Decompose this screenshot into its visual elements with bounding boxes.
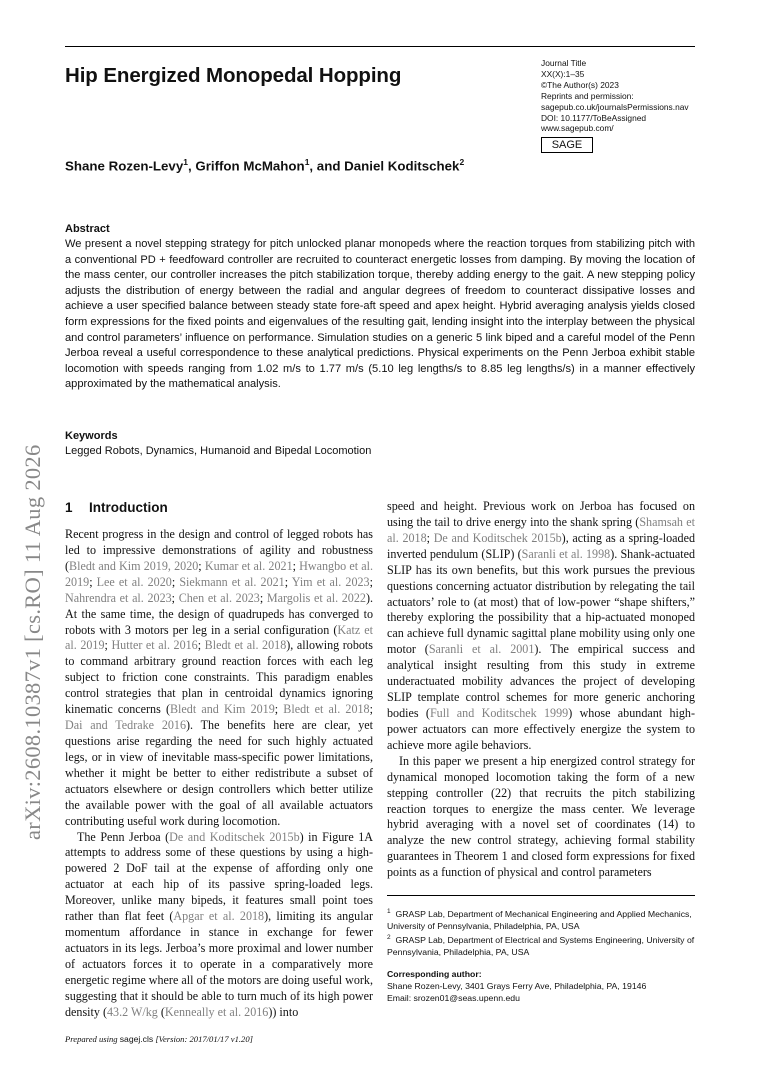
keywords-heading: Keywords xyxy=(65,430,118,442)
body-text: ; xyxy=(259,590,267,605)
journal-line: ©The Author(s) 2023 xyxy=(541,79,619,90)
abstract-text: We present a novel stepping strategy for pitch unlocked planar monopeds where the reaction torques from stabilizing pitch with a conventional PD + feedfoward controller are recruited to counteract energetic losses from damping. By moving the location of the mass center, our controller increases the pitch stabilization torque, thereby adding energy to the gait. A new stepping policy adjusts the distribution of energy between the radial and angular degrees of freedom to counteract dissipative losses and achieve a user specified balance between steady state fore-aft speed and apex height. Hybrid averaging analysis yields closed form expressions for the fixed points and eigenvalues of the resulting gait, lending insight into the interplay between the physical and control parameters’ influence on performance. Simulation studies on a generic 5 link biped and a careful model of the Penn Jerboa reveal a useful correspondence to these analytical predictions. Physical experiments on the Penn Jerboa exhibit stable locomotion with speeds ranging from 1.02 m/s to 1.77 m/s (5.10 leg lengths/s to 8.85 leg lengths/s) in a manner effectively approximated by the mathematical analysis. xyxy=(65,238,695,391)
corresponding-author-name: Shane Rozen-Levy, 3401 Grays Ferry Ave, Philadelphia, PA, 19146 xyxy=(387,980,647,991)
citation-link[interactable]: Shamsah et al. 2018 xyxy=(387,514,695,545)
body-text: ( xyxy=(157,1004,165,1019)
affiliation-footnote xyxy=(387,906,695,932)
citation-link[interactable]: Full and Koditschek 1999 xyxy=(429,705,569,720)
top-rule xyxy=(65,46,695,47)
citation-link[interactable]: De and Koditschek 2015b xyxy=(169,829,300,844)
paper-title: Hip Energized Monopedal Hopping xyxy=(65,64,402,87)
citation-link[interactable]: Bledt et al. 2018 xyxy=(204,638,287,653)
body-column-right xyxy=(387,499,695,881)
citation-link[interactable]: Katz et al. 2019 xyxy=(65,622,373,653)
body-paragraph xyxy=(65,527,373,830)
body-text: ). Shank-actuated SLIP has its own benefits, but this work pursues the previous questions concerning actuator distribution by relegating the tail actuators’ role to (at most) that of low-power “shape shifters,” thereby exploring the possibility that a hip-actuated monoped can achieve full dynamic sagittal plane mobility using only one motor ( xyxy=(387,546,696,657)
body-text: ; xyxy=(369,702,373,717)
body-paragraph xyxy=(387,499,695,754)
keywords-text: Legged Robots, Dynamics, Humanoid and Bipedal Locomotion xyxy=(65,445,372,457)
citation-link[interactable]: Kumar et al. 2021 xyxy=(204,558,293,573)
body-text: ; xyxy=(274,702,284,717)
corresponding-author-email: Email: srozen01@seas.upenn.edu xyxy=(387,992,520,1003)
body-text: ; xyxy=(369,574,373,589)
body-text: Recent progress in the design and control of legged robots has led to impressive demonstrations of agility and robustness ( xyxy=(65,527,373,573)
citation-link[interactable]: Yim et al. 2023 xyxy=(291,574,370,589)
body-text: ; xyxy=(197,638,205,653)
body-text: The Penn Jerboa ( xyxy=(77,829,170,844)
citation-link[interactable]: Siekmann et al. 2021 xyxy=(179,574,285,589)
footer-class-name: sagej.cls xyxy=(119,1034,154,1044)
journal-line: Reprints and permission: xyxy=(541,90,634,101)
citation-link[interactable]: Dai and Tedrake 2016 xyxy=(65,718,187,733)
citation-link[interactable]: Kenneally et al. 2016 xyxy=(164,1004,269,1019)
body-text: ; xyxy=(284,574,292,589)
affiliation-text: GRASP Lab, Department of Mechanical Engineering and Applied Mechanics, University of Pennsylvania, Philadelphia, PA, USA xyxy=(387,908,692,931)
section-number: 1 xyxy=(65,500,73,515)
body-text: ; xyxy=(104,638,112,653)
citation-link[interactable]: De and Koditschek 2015b xyxy=(433,530,562,545)
body-text: In this paper we present a hip energized control strategy for dynamical monoped locomotion taking the form of a new stepping controller (22) that recruits the pitch stabilizing reaction torques to energize the mass center. We leverage hybrid averaging with a novel set of coordinates (14) to analyze the new control strategy, achieving formal stability guarantees in Theorem 1 and closed form expressions for fixed points as a function of physical and control parameters xyxy=(387,753,695,880)
citation-link[interactable]: Bledt and Kim 2019 xyxy=(169,702,275,717)
citation-link[interactable]: Lee et al. 2020 xyxy=(96,574,172,589)
author-affiliation-mark: 1 xyxy=(183,157,188,167)
author-name: Daniel Koditschek xyxy=(344,158,460,174)
footer-prefix: Prepared using xyxy=(65,1034,120,1044)
citation-link[interactable]: Hwangbo et al. 2019 xyxy=(65,558,374,589)
body-text: ). The benefits here are clear, yet questions arise regarding the need for such highly actuated legs, or in view of inevitable mass-specific power limitations, whether it might be better to either redistribute a subset of actuators elsewhere or design controllers which better utilize the available power with the goal of all available actuators contributing useful work during locomotion. xyxy=(65,718,374,828)
body-text: ; xyxy=(426,530,434,545)
body-text: ). The empirical success and analytical insight resulting from this study in extreme underactuated mobility advances the project of developing SLIP template control schemes for more generic anchoring bodies ( xyxy=(387,642,695,720)
journal-line: www.sagepub.com/ xyxy=(541,123,614,134)
author-affiliation-mark: 1 xyxy=(304,157,310,167)
citation-link[interactable]: Nahrendra et al. 2023 xyxy=(65,590,172,605)
section-heading xyxy=(65,500,168,515)
body-text: ; xyxy=(89,574,97,589)
body-text: ), allowing robots to command arbitrary ground reaction forces with each leg subject to friction cone constraints. This paradigm enables control strategies that plan in centroidal dynamics ignoring kinematic concerns ( xyxy=(65,638,373,717)
body-column-left xyxy=(65,527,373,1021)
journal-info xyxy=(541,58,689,134)
body-text: ; xyxy=(198,558,205,573)
body-text: ; xyxy=(292,558,300,573)
journal-line: Journal Title xyxy=(541,58,587,68)
author-separator: , xyxy=(187,158,196,174)
body-text: ) in Figure 1A attempts to address some of these questions by using a high-powered 2 DoF tail at the expense of affording only one actuator at each hip of its passive spring-loaded legs. Moreover, unlike many bipeds, it features small point toes rather than flat feet ( xyxy=(65,829,373,924)
body-text: speed and height. Previous work on Jerboa has focused on using the tail to drive energy into the shank spring ( xyxy=(387,499,695,529)
citation-link[interactable]: Saranli et al. 2001 xyxy=(428,642,535,657)
body-text: ), limiting its angular momentum affordance in stance in exchange for fewer actuators in its legs. Jerboa’s more proximal and lower number of actuators forces it to operate in a comparatively more energetic regime where all of the motors are doing useful work, suggesting that it should be able to turn much of its high power density ( xyxy=(65,909,373,1019)
citation-link[interactable]: Margolis et al. 2022 xyxy=(266,590,366,605)
journal-line: DOI: 10.1177/ToBeAssigned xyxy=(541,112,647,123)
body-text: )) into xyxy=(268,1004,299,1019)
publisher-badge: SAGE xyxy=(541,137,593,153)
footer-version: [Version: 2017/01/17 v1.20] xyxy=(153,1034,253,1044)
body-text: ). At the same time, the design of quadrupeds has converged to robots with 3 motors per leg in a serial configuration ( xyxy=(65,590,373,637)
footnote-mark: 2 xyxy=(387,933,391,941)
author-name: Griffon McMahon xyxy=(195,158,305,174)
citation-link[interactable]: Hutter et al. 2016 xyxy=(111,638,198,653)
citation-link[interactable]: Bledt et al. 2018 xyxy=(283,702,370,717)
author-list xyxy=(65,157,464,173)
body-text: ) whose abundant high-power actuators can more effectively energize the system to achieve more agile behaviors. xyxy=(387,705,696,752)
footnote-mark: 1 xyxy=(387,908,391,915)
body-paragraph xyxy=(65,830,373,1021)
corresponding-author-heading: Corresponding author: xyxy=(387,968,482,979)
arxiv-stamp: arXiv:2608.10387v1 [cs.RO] 11 Aug 2026 xyxy=(20,444,45,840)
affiliation-footnote xyxy=(387,932,695,958)
citation-link[interactable]: Bledt and Kim 2019, 2020 xyxy=(69,558,199,573)
section-title: Introduction xyxy=(89,500,168,515)
prepared-using-note xyxy=(65,1034,253,1044)
footnote-rule xyxy=(387,895,695,896)
citation-link[interactable]: Saranli et al. 1998 xyxy=(521,546,611,561)
body-text: ; xyxy=(171,590,179,605)
citation-link[interactable]: 43.2 W/kg xyxy=(107,1004,158,1019)
citation-link[interactable]: Chen et al. 2023 xyxy=(178,590,260,605)
body-text: ; xyxy=(171,574,180,589)
body-paragraph xyxy=(387,754,695,881)
author-separator: , and xyxy=(309,158,345,174)
journal-line: XX(X):1–35 xyxy=(541,68,585,79)
journal-line: sagepub.co.uk/journalsPermissions.nav xyxy=(541,101,689,112)
affiliation-text: GRASP Lab, Department of Electrical and Systems Engineering, University of Pennsylvania, Philadelphia, PA, USA xyxy=(387,934,695,957)
author-name: Shane Rozen-Levy xyxy=(65,158,184,174)
abstract-heading: Abstract xyxy=(65,223,110,235)
footnotes xyxy=(387,906,695,1004)
citation-link[interactable]: Apgar et al. 2018 xyxy=(173,909,265,924)
author-affiliation-mark: 2 xyxy=(459,157,465,167)
body-text: ), acting as a spring-loaded inverted pendulum (SLIP) ( xyxy=(387,530,695,561)
